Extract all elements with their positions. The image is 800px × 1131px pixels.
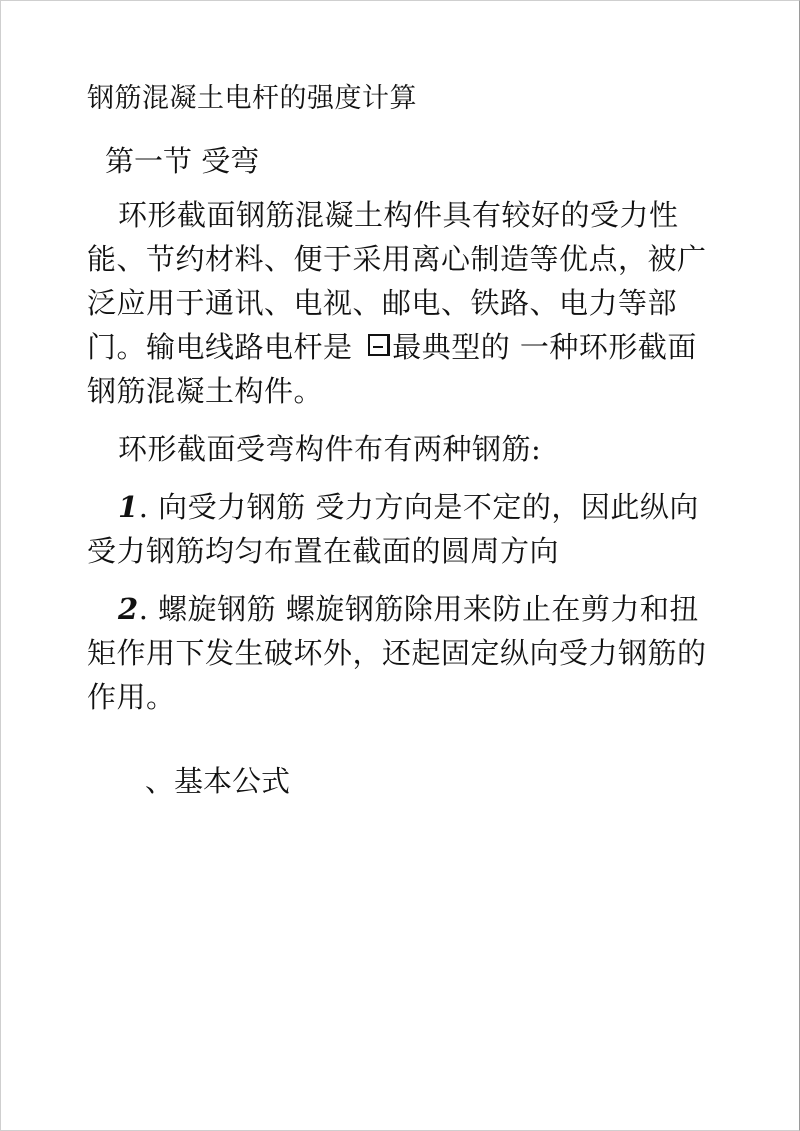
paragraph-rebar-types: 环形截面受弯构件布有两种钢筋: bbox=[118, 432, 542, 466]
list-item-number: 2 bbox=[118, 592, 139, 626]
list-item-spiral-rebar bbox=[87, 587, 712, 719]
list-item-number: 1 bbox=[118, 490, 139, 524]
section-heading: 第一节 受弯 bbox=[105, 144, 260, 178]
list-item-longitudinal-rebar bbox=[87, 485, 712, 573]
list-item-text: . 螺旋钢筋 螺旋钢筋除用来防止在剪力和扭矩作用下发生破坏外，还起固定纵向受力钢筋的作用。 bbox=[87, 592, 707, 714]
subheading-basic-formulas: 、基本公式 bbox=[145, 764, 291, 798]
document-title: 钢筋混凝土电杆的强度计算 bbox=[87, 83, 417, 114]
paragraph-intro bbox=[87, 193, 712, 413]
document-body bbox=[87, 79, 712, 803]
paragraph-intro-text-end: 最典型的 一种环形截面钢筋混凝土构件。 bbox=[87, 330, 697, 408]
paragraph-intro-text-start: 环形截面钢筋混凝土构件具有较好的受力性能、节约材料、便于采用离心制造等优点，被广泛应用于通讯、电视、邮电、铁路、电力等部门。输电线路电杆是 bbox=[87, 198, 707, 364]
list-item-text: . 向受力钢筋 受力方向是不定的，因此纵向受力钢筋均匀布置在截面的圆周方向 bbox=[87, 490, 699, 568]
broken-glyph-icon bbox=[368, 334, 390, 356]
